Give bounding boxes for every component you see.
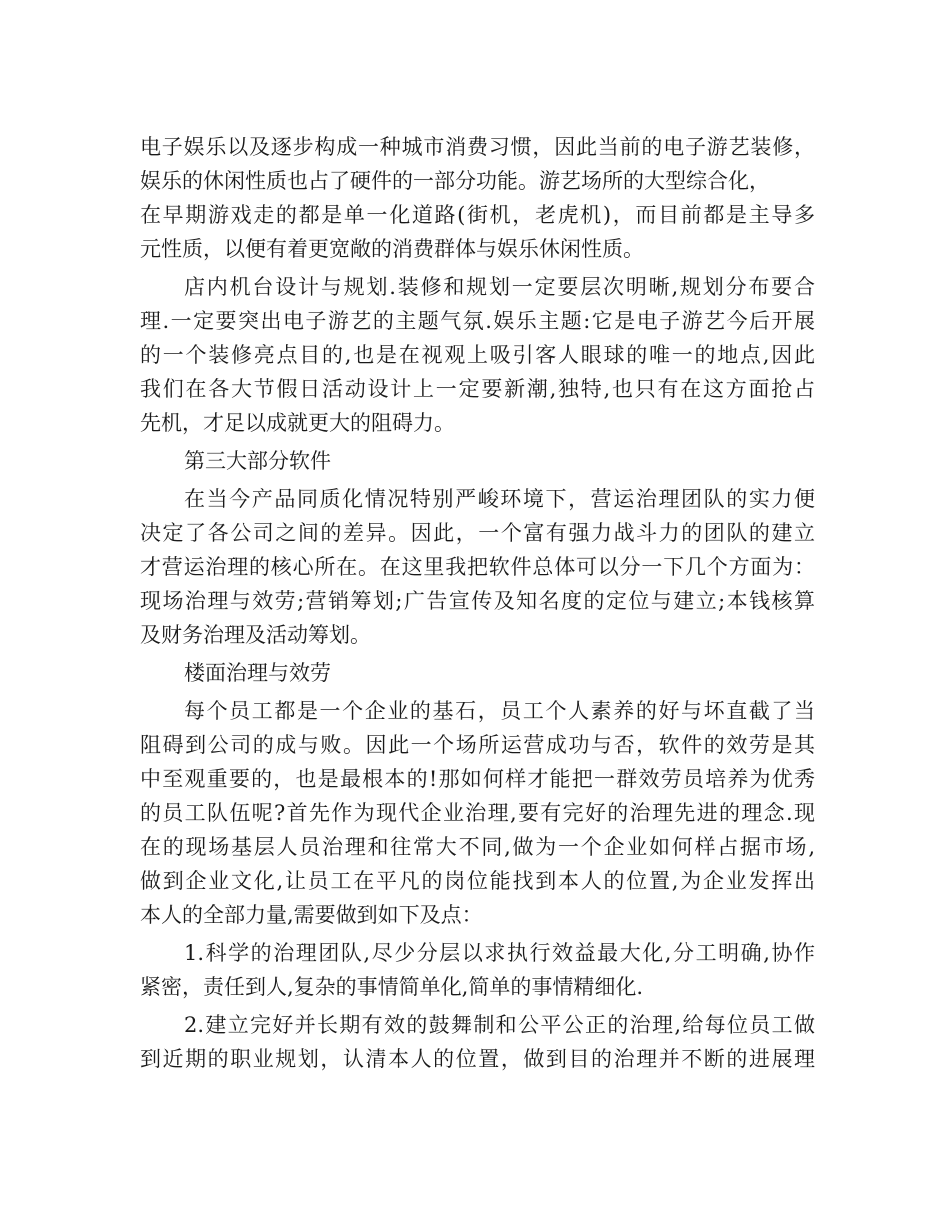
text-line: 的员工队伍呢?首先作为现代企业治理,要有完好的治理先进的理念.现 — [140, 801, 815, 825]
text-line: 到近期的职业规划，认清本人的位置，做到目的治理并不断的进展理 — [140, 1047, 815, 1071]
text-line: 中至观重要的，也是最根本的!那如何样才能把一群效劳员培养为优秀 — [140, 767, 815, 791]
text-line: 理.一定要突出电子游艺的主题气氛.娱乐主题:它是电子游艺今后开展 — [140, 309, 815, 333]
text-line: 才营运治理的核心所在。在这里我把软件总体可以分一下几个方面为： — [140, 555, 815, 579]
text-line: 本人的全部力量,需要做到如下及点： — [140, 903, 483, 927]
text-line: 元性质，以便有着更宽敞的消费群体与娱乐休闲性质。 — [140, 237, 644, 261]
paragraph — [140, 656, 815, 690]
text-line: 阻碍到公司的成与败。因此一个场所运营成功与否，软件的效劳是其 — [140, 733, 815, 757]
paragraph — [140, 694, 815, 932]
text-line: 决定了各公司之间的差异。因此，一个富有强力战斗力的团队的建立 — [140, 521, 815, 545]
paragraph — [140, 1008, 815, 1076]
text-line: 电子娱乐以及逐步构成一种城市消费习惯，因此当前的电子游艺装修， — [140, 135, 815, 159]
document-body — [140, 130, 815, 1080]
text-line: 第三大部分软件 — [184, 449, 331, 473]
paragraph — [140, 482, 815, 652]
text-line: 先机，才足以成就更大的阻碍力。 — [140, 411, 455, 435]
text-line: 做到企业文化,让员工在平凡的岗位能找到本人的位置,为企业发挥出 — [140, 869, 815, 893]
text-line: 紧密，责任到人,复杂的事情简单化,简单的事情精细化. — [140, 975, 644, 999]
paragraph — [140, 130, 815, 266]
text-line: 娱乐的休闲性质也占了硬件的一部分功能。游艺场所的大型综合化， — [140, 169, 770, 193]
text-line: 的一个装修亮点目的,也是在视观上吸引客人眼球的唯一的地点,因此 — [140, 343, 815, 367]
text-line: 每个员工都是一个企业的基石，员工个人素养的好与坏直截了当 — [184, 699, 815, 723]
paragraph — [140, 444, 815, 478]
text-line: 我们在各大节假日活动设计上一定要新潮,独特,也只有在这方面抢占 — [140, 377, 815, 401]
text-line: 在当今产品同质化情况特别严峻环境下，营运治理团队的实力便 — [184, 487, 815, 511]
text-line: 2.建立完好并长期有效的鼓舞制和公平公正的治理,给每位员工做 — [184, 1013, 815, 1037]
text-line: 现场治理与效劳;营销筹划;广告宣传及知名度的定位与建立;本钱核算 — [140, 589, 815, 613]
text-line: 在的现场基层人员治理和往常大不同,做为一个企业如何样占据市场, — [140, 835, 815, 859]
paragraph — [140, 936, 815, 1004]
text-line: 楼面治理与效劳 — [184, 661, 331, 685]
paragraph — [140, 270, 815, 440]
text-line: 店内机台设计与规划.装修和规划一定要层次明晰,规划分布要合 — [184, 275, 815, 299]
text-line: 在早期游戏走的都是单一化道路(街机，老虎机)，而目前都是主导多 — [140, 203, 815, 227]
text-line: 1.科学的治理团队,尽少分层以求执行效益最大化,分工明确,协作 — [184, 941, 815, 965]
text-line: 及财务治理及活动筹划。 — [140, 623, 371, 647]
